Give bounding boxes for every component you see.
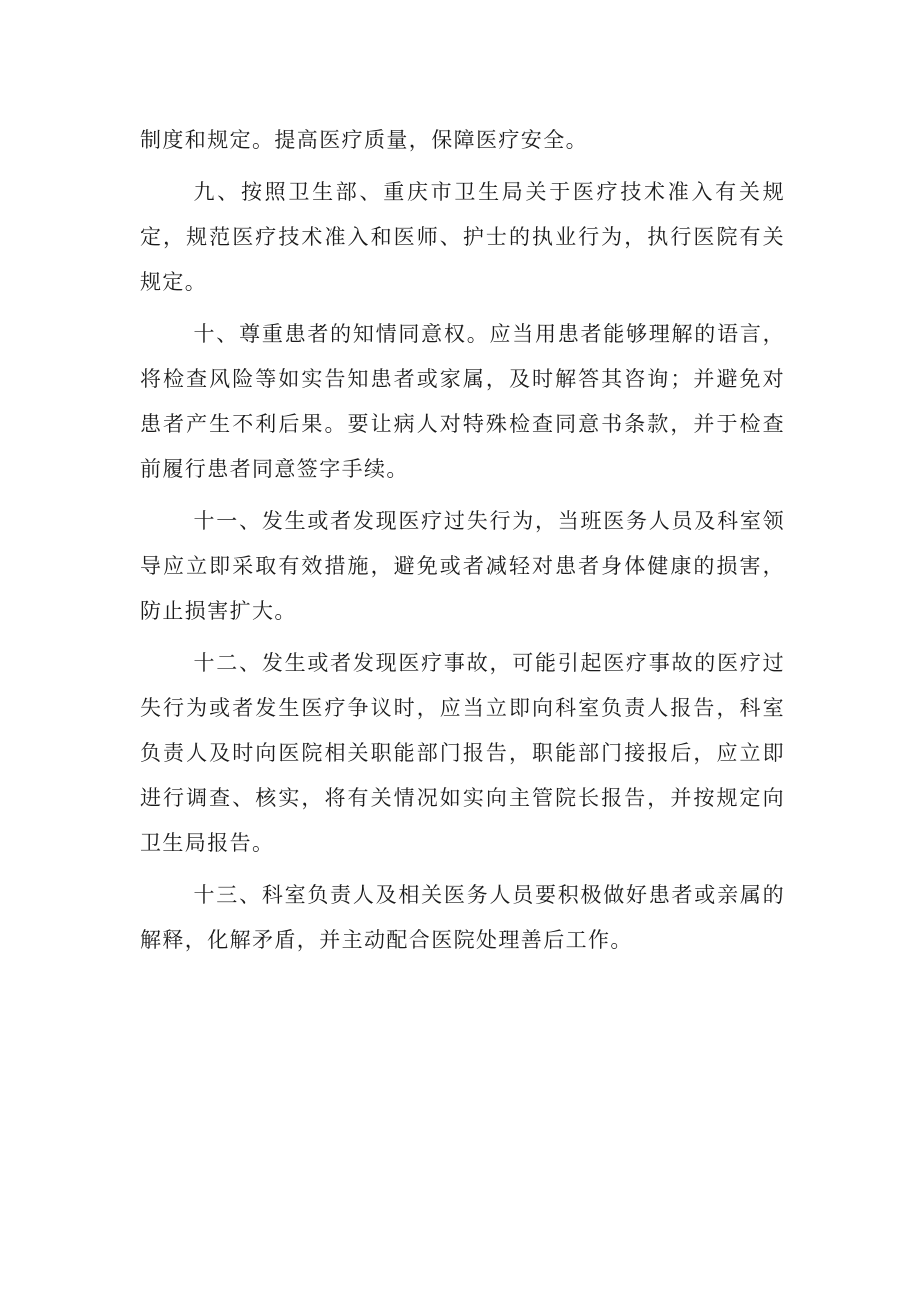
paragraph-item-10: 十、尊重患者的知情同意权。应当用患者能够理解的语言，将检查风险等如实告知患者或家属，及时解答其咨询；并避免对患者产生不利后果。要让病人对特殊检查同意书条款，并于检查前履行患者同意签字手续。 [140, 322, 785, 481]
paragraph-item-9: 九、按照卫生部、重庆市卫生局关于医疗技术准入有关规定，规范医疗技术准入和医师、护士的执业行为，执行医院有关规定。 [140, 180, 785, 294]
paragraph-item-13: 十三、科室负责人及相关医务人员要积极做好患者或亲属的解释，化解矛盾，并主动配合医院处理善后工作。 [140, 883, 785, 952]
paragraph-item-12: 十二、发生或者发现医疗事故，可能引起医疗事故的医疗过失行为或者发生医疗争议时，应当立即向科室负责人报告，科室负责人及时向医院相关职能部门报告，职能部门接报后，应立即进行调查、核实，将有关情况如实向主管院长报告，并按规定向卫生局报告。 [140, 651, 785, 855]
paragraph-item-11: 十一、发生或者发现医疗过失行为，当班医务人员及科室领导应立即采取有效措施，避免或者减轻对患者身体健康的损害，防止损害扩大。 [140, 509, 785, 623]
paragraph-continuation: 制度和规定。提高医疗质量，保障医疗安全。 [140, 128, 588, 152]
document-body [140, 118, 785, 970]
